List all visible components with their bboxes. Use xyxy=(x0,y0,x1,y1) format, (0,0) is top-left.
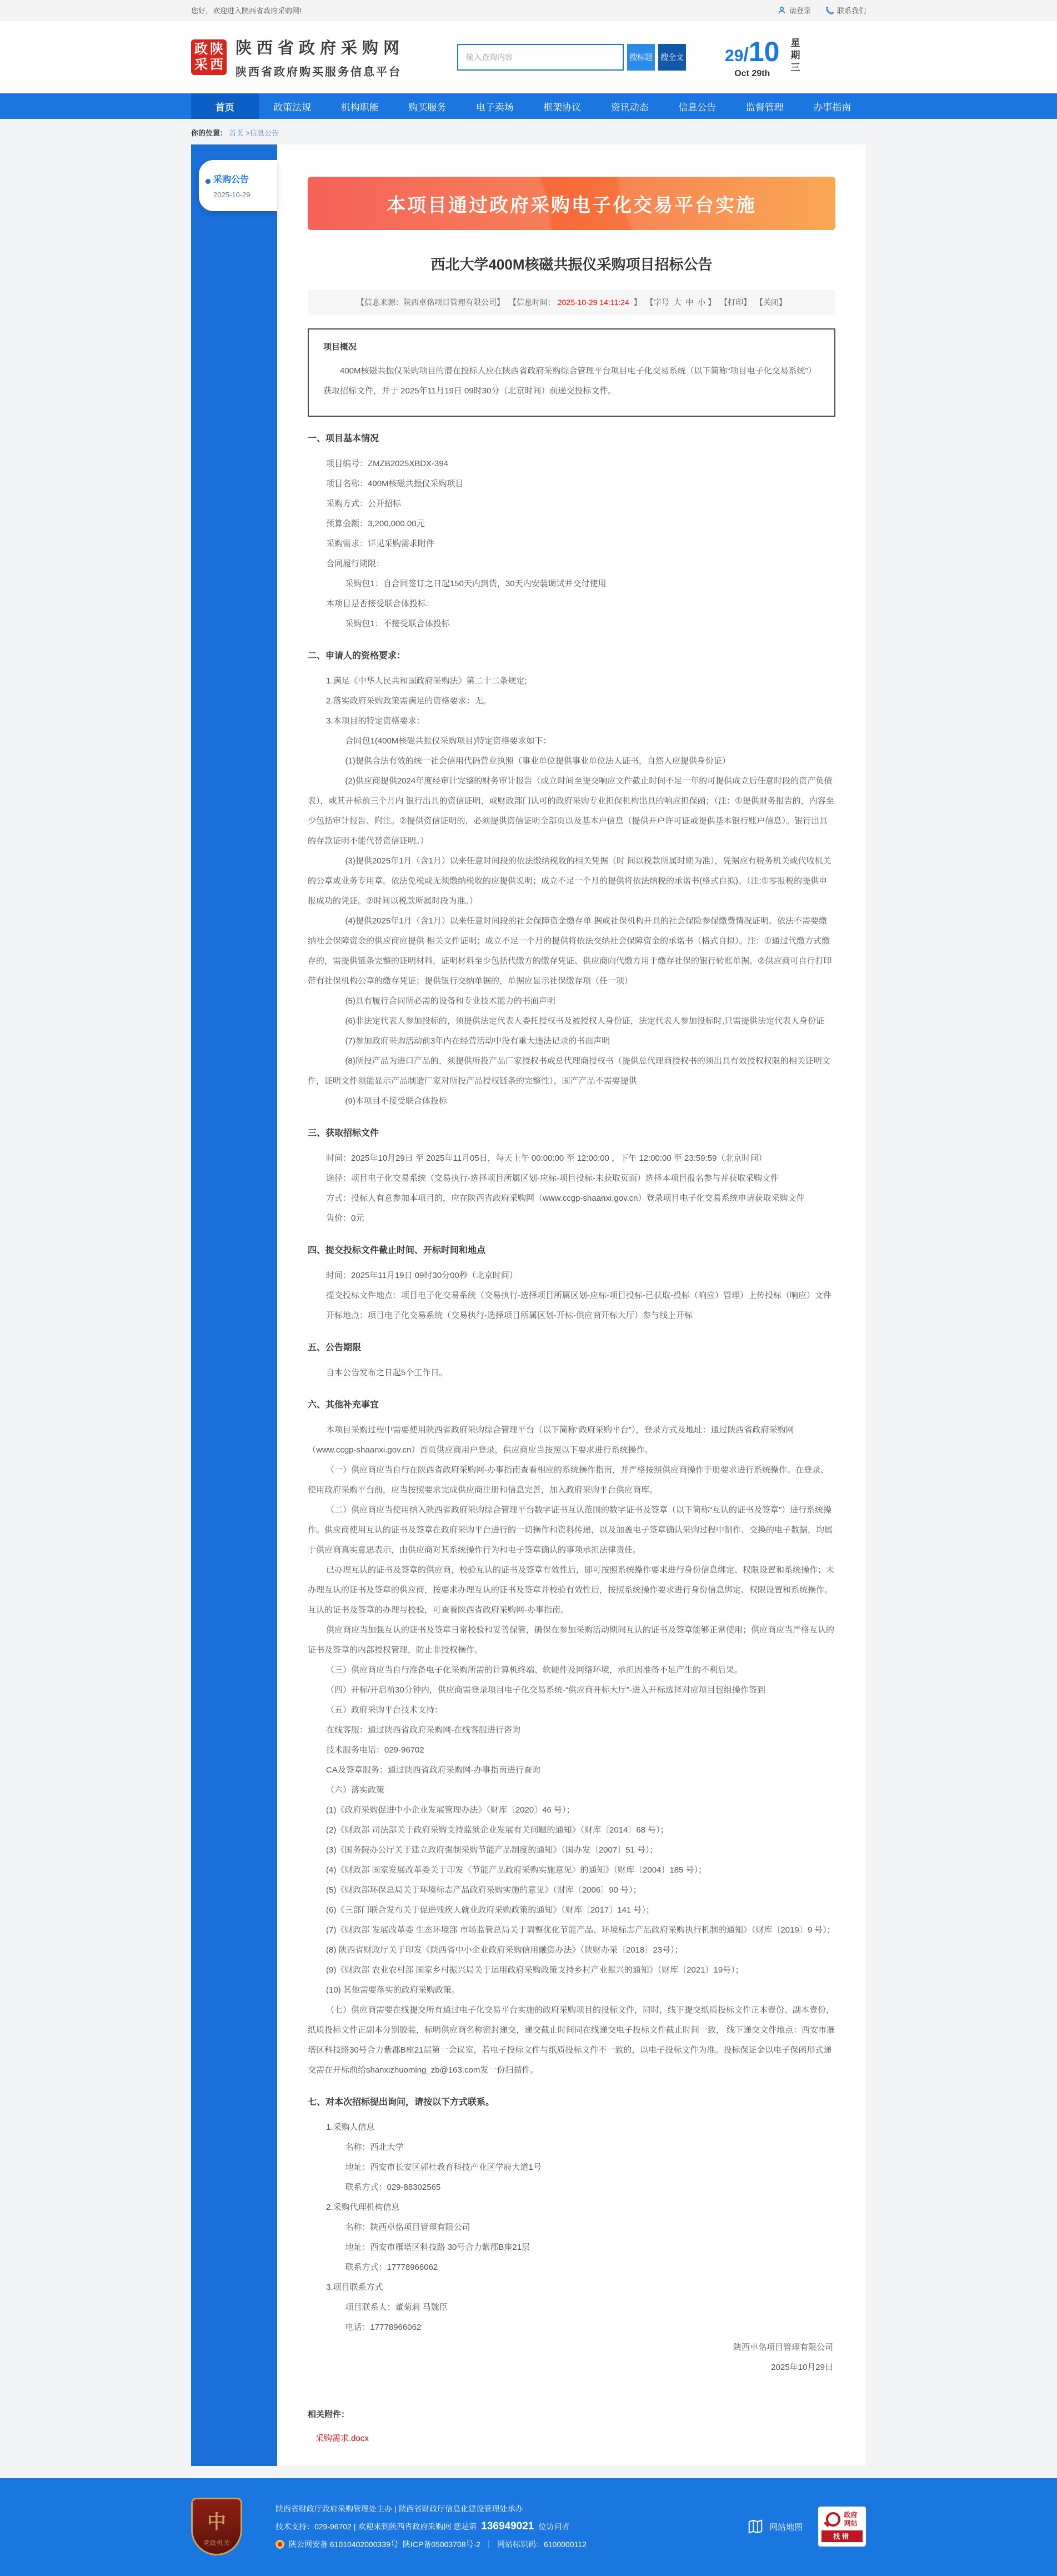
sitemap-link[interactable]: 网站地图 xyxy=(747,2518,803,2535)
paragraph: 名称：陕西卓佲项目管理有限公司 xyxy=(345,2223,470,2232)
date-english: Oct 29th xyxy=(734,69,770,78)
paragraph: （五）政府采购平台技术支持： xyxy=(326,1705,443,1715)
font-size-medium[interactable]: 中 xyxy=(685,298,694,307)
paragraph: 合同履行期限： xyxy=(326,559,385,568)
sidebar-tab-date: 2025-10-29 xyxy=(213,191,251,199)
paragraph: 采购方式：公开招标 xyxy=(326,499,402,508)
paragraph: 时间：2025年11月19日 09时30分00秒（北京时间） xyxy=(326,1271,518,1280)
paragraph: 技术服务电话：029-96702 xyxy=(326,1745,424,1755)
paragraph: 联系方式：17778966062 xyxy=(345,2263,438,2272)
breadcrumb: 你的位置： 首页 >信息公告 xyxy=(191,129,279,137)
paragraph: (6)《三部门联合发布关于促进残疾人就业政府采购政策的通知》（财库〔2017〕141 号）； xyxy=(326,1905,654,1915)
contact-us-link[interactable]: 联系我们 xyxy=(825,5,866,16)
paragraph: 采购包1：不接受联合体投标 xyxy=(345,619,450,628)
icp-number[interactable]: 陕ICP备05003708号-2 xyxy=(402,2540,480,2549)
paragraph: 途径：项目电子化交易系统（交易执行-选择项目所属区划-应标-项目投标-未获取页面）选择本项目报名参与并获取采购文件 xyxy=(326,1174,779,1183)
site-title: 陕西省政府采购网 xyxy=(236,39,405,57)
left-sidebar xyxy=(191,144,277,2466)
paragraph: 2.采购代理机构信息 xyxy=(326,2203,400,2212)
paragraph: (5)具有履行合同所必需的设备和专业技术能力的书面声明 xyxy=(345,996,555,1006)
info-time: 2025-10-29 14:11:24 xyxy=(557,298,629,307)
magnifier-icon xyxy=(826,2512,840,2527)
overview-text: 400M核磁共振仪采购项目的潜在投标人应在陕西省政府采购综合管理平台项目电子化交易系统（以下简称“项目电子化交易系统”）获取招标文件，并于 2025年11月19日 09时30分（北京时间）前递交投标文件。 xyxy=(323,366,816,396)
page-title: 西北大学400M核磁共振仪采购项目招标公告 xyxy=(430,256,713,273)
section-heading: 二、申请人的资格要求： xyxy=(308,651,406,661)
paragraph: CA及签章服务：通过陕西省政府采购网-办事指南进行查询 xyxy=(326,1765,540,1775)
nav-item-购买服务[interactable]: 购买服务 xyxy=(408,102,447,113)
document-body xyxy=(308,431,835,2378)
paragraph: 本项目采购过程中需要使用陕西省政府采购综合管理平台（以下简称“政府采购平台”），登录方式及地址：通过陕西省政府采购网（www.ccgp-shaanxi.gov.cn）首页供应商用户登录，供应商应当按照以下要求进行系统操作。 xyxy=(308,1425,794,1455)
nav-item-首页[interactable]: 首页 xyxy=(191,93,259,119)
nav-item-电子卖场[interactable]: 电子卖场 xyxy=(475,102,514,113)
overview-title: 项目概况 xyxy=(323,342,357,352)
paragraph: (7)《财政部 发展改革委 生态环境部 市场监管总局关于调整优化节能产品、环境标志产品政府采购执行机制的通知》（财库〔2019〕9 号）； xyxy=(326,1925,835,1935)
login-link[interactable]: 请登录 xyxy=(778,5,811,16)
paragraph: 项目联系人：董菊莉 马魏臣 xyxy=(345,2303,448,2312)
paragraph: (2)《财政部 司法部关于政府采购支持监狱企业发展有关问题的通知》（财库〔2014〕68 号）； xyxy=(326,1825,669,1835)
font-size-large[interactable]: 大 xyxy=(673,298,682,307)
footer-beian-line: 陕公网安备 61010402000339号 陕ICP备05003708号-2 ｜ 网站标识码：6100000112 xyxy=(275,2539,747,2550)
footer-organizer-line: 陕西省财政厅政府采购管理处主办 | 陕西省财政厅信息化建设管理处承办 xyxy=(275,2504,523,2513)
main-area xyxy=(191,144,866,2466)
attachment-link[interactable]: 采购需求.docx xyxy=(315,2434,369,2443)
section-heading: 六、其他补充事宜 xyxy=(308,1400,379,1410)
paragraph: (7)参加政府采购活动前3年内在经营活动中没有重大违法记录的书面声明 xyxy=(345,1036,610,1046)
paragraph: (8) 陕西省财政厅关于印发《陕西省中小企业政府采购信用融资办法》（陕财办采〔2018〕23号）； xyxy=(326,1945,683,1955)
paragraph: 开标地点：项目电子化交易系统（交易执行-选择项目所属区划-开标-供应商开标大厅）参与线上开标 xyxy=(326,1311,693,1320)
paragraph: 预算金额：3,200,000.00元 xyxy=(326,519,425,528)
site-code: 网站标识码：6100000112 xyxy=(497,2540,587,2549)
paragraph: (10) 其他需要落实的政府采购政策。 xyxy=(326,1985,460,1995)
paragraph: 电话：17778966062 xyxy=(345,2323,422,2332)
paragraph: (9)《财政部 农业农村部 国家乡村振兴局关于运用政府采购政策支持乡村产业振兴的通知》（财库〔2021〕19号）； xyxy=(326,1965,744,1975)
paragraph: （七）供应商需要在线提交所有通过电子化交易平台实施的政府采购项目的投标文件，同时，线下提交纸质投标文件正本壹份、副本壹份，纸质投标文件正副本分别胶装，标明供应商名称密封递交，递交截止时间同在线递交电子投标文件截止时间一致， 线下递交文件地点：西安市雁塔区科技路30号合力紫郡B座21层第一会议室，若电子投标文件与纸质投标文件不一致的，以电子投标文件为准。投标保证金以电子保函形式递交需在开标前给shanxizhuoming_zb@163.com发一份扫描件。 xyxy=(308,2005,835,2075)
paragraph: 自本公告发布之日起5个工作日。 xyxy=(326,1368,448,1377)
paragraph: 提交投标文件地点：项目电子化交易系统（交易执行-选择项目所属区划-应标-项目投标-已获取-投标（响应）管理）上传投标（响应）文件 xyxy=(326,1291,831,1300)
paragraph: 3.本项目的特定资格要求： xyxy=(326,716,425,726)
section-heading: 一、项目基本情况 xyxy=(308,434,379,443)
phone-icon xyxy=(825,6,834,14)
project-overview-box xyxy=(308,328,835,417)
paragraph: （三）供应商应当自行准备电子化采购所需的计算机终端、软硬件及网络环境，承担因准备不足产生的不利后果。 xyxy=(326,1665,743,1675)
print-button[interactable]: 【打印】 xyxy=(720,298,752,307)
attachments-label: 相关附件： xyxy=(308,2410,350,2419)
map-icon xyxy=(747,2518,764,2535)
search-bar xyxy=(457,44,686,71)
nav-item-资讯动态[interactable]: 资讯动态 xyxy=(610,102,649,113)
bullet-dot-icon xyxy=(206,179,211,184)
paragraph: 1.满足《中华人民共和国政府采购法》第二十二条规定; xyxy=(326,676,527,686)
paragraph: 地址：西安市长安区郭杜教育科技产业区学府大道1号 xyxy=(345,2163,542,2172)
government-emblem-icon: 中 党政机关 xyxy=(191,2498,242,2555)
paragraph: (8)所投产品为进口产品的，须提供所投产品厂家授权书或总代理商授权书（提供总代理商授权书的须出具有效授权权限的相关证明文件，证明文件须能显示产品制造厂家对所投产品授权链条的完整性），国产产品不需要提供 xyxy=(308,1056,830,1086)
section-heading: 三、获取招标文件 xyxy=(308,1129,379,1138)
info-time-label: 【信息时间： xyxy=(508,298,555,307)
search-title-button[interactable]: 搜标题 xyxy=(627,44,655,71)
paragraph: 时间：2025年10月29日 至 2025年11月05日，每天上午 00:00:00 至 12:00:00 ，下午 12:00:00 至 23:59:59（北京时间） xyxy=(326,1154,767,1163)
paragraph: 采购包1：自合同签订之日起150天内到货，30天内安装调试并交付使用 xyxy=(345,579,607,588)
police-beian-number[interactable]: 陕公网安备 61010402000339号 xyxy=(289,2540,398,2549)
paragraph: 3.项目联系方式 xyxy=(326,2283,383,2292)
attachments-section xyxy=(308,2408,835,2444)
paragraph: 1.采购人信息 xyxy=(326,2123,375,2132)
top-utility-bar xyxy=(0,0,1057,21)
paragraph: (1)《政府采购促进中小企业发展管理办法》（财库〔2020〕46 号）； xyxy=(326,1805,575,1815)
paragraph: (3)提供2025年1月（含1月）以来任意时间段的依法缴纳税收的相关凭据（时 间以税款所属时期为准），凭据应有税务机关或代收机关的公章或业务专用章。依法免税或无须缴纳税收的应提供说明；成立不足一个月的提供将依法纳税的承诺书(格式自拟)。（注:①零报税的提供申报成功的凭证。②时间以税款所属时段为准。） xyxy=(308,856,831,906)
paragraph: 供应商应当加强互认的证书及签章日常校验和妥善保管，确保在参加采购活动期间互认的证书及签章能够正常使用；供应商应当严格互认的证书及签章的内部授权管理，防止非授权操作。 xyxy=(308,1625,835,1655)
paragraph: （四）开标/开启前30分钟内，供应商需登录项目电子化交易系统-“供应商开标大厅”-进入开标选择对应项目包组操作签到 xyxy=(326,1685,765,1695)
paragraph: (4)《财政部 国家发展改革委关于印发〈节能产品政府采购实施意见〉的通知》（财库〔2004〕185 号）； xyxy=(326,1865,707,1875)
platform-banner: 本项目通过政府采购电子化交易平台实施 xyxy=(308,177,835,230)
section-heading: 五、公告期限 xyxy=(308,1343,362,1352)
paragraph: 方式：投标人有意参加本项目的，应在陕西省政府采购网（www.ccgp-shaanxi.gov.cn）登录项目电子化交易系统申请获取采购文件 xyxy=(326,1194,805,1203)
breadcrumb-path[interactable]: 首页 >信息公告 xyxy=(229,129,279,137)
section-heading: 四、提交投标文件截止时间、开标时间和地点 xyxy=(308,1246,486,1255)
section-heading: 七、对本次招标提出询问，请按以下方式联系。 xyxy=(308,2098,495,2107)
paragraph: （六）落实政策 xyxy=(326,1785,385,1795)
paragraph: (5)《财政部环保总局关于环境标志产品政府采购实施的意见》（财库〔2006〕90 号）； xyxy=(326,1885,642,1895)
main-navigation xyxy=(0,93,1057,119)
welcome-text: 您好，欢迎进入陕西省政府采购网! xyxy=(191,7,302,15)
paragraph: (2)供应商提供2024年度经审计完整的财务审计报告（成立时间至提交响应文件截止时间不足一年的可提供成立后任意时段的资产负债表），或其开标前三个月内 银行出具的资信证明，或财政部门认可的政府采购专业担保机构出具的响应担保函；（注：①提供财务报告的，内容至少包括审计报告、附注。②提供资信证明的，必须提供资信证明全部页以及基本户信息（提供开户许可证或提供基本银行账户信息）。银行出具的存款证明不能代替资信证明。） xyxy=(308,776,834,846)
paragraph: (6)非法定代表人参加投标的，须提供法定代表人委托授权书及被授权人身份证，法定代表人参加投标时,只需提供法定代表人身份证 xyxy=(345,1016,825,1026)
nav-item-框架协议[interactable]: 框架协议 xyxy=(543,102,582,113)
paragraph: （二）供应商应当使用纳入陕西省政府采购综合管理平台数字证书互认范围的数字证书及签章（以下简称“互认的证书及签章”）进行系统操作。供应商使用互认的证书及签章在政府采购平台进行的一切操作和资料传递，以及加盖电子签章确认采购过程中制作、交换的电子数据，均属于供应商真实意思表示，由供应商对其系统操作行为和电子签章确认的事项承担法律责任。 xyxy=(308,1505,833,1555)
sidebar-tab-procurement-notice[interactable]: 采购公告 2025-10-29 xyxy=(199,160,277,211)
paragraph: 项目名称：400M核磁共振仪采购项目 xyxy=(326,479,464,488)
paragraph: 已办理互认的证书及签章的供应商，校验互认的证书及签章有效性后，即可按照系统操作要求进行身份信息绑定、权限设置和系统操作；未办理互认的证书及签章的供应商，按要求办理互认的证书及签章并校验有效性后，按照系统操作要求进行身份信息绑定、权限设置和系统操作。互认的证书及签章的办理与校验，可查看陕西省政府采购网-办事指南。 xyxy=(308,1565,835,1615)
paragraph: 本项目是否接受联合体投标： xyxy=(326,599,435,608)
article-content xyxy=(277,144,866,2466)
site-subtitle: 陕西省政府购买服务信息平台 xyxy=(236,66,402,78)
user-icon xyxy=(778,6,786,14)
info-source: 【信息来源：陕西卓佲项目管理有限公司】 xyxy=(356,298,504,307)
date-widget: 29/10 Oct 29th 星期三 xyxy=(725,36,829,79)
paragraph: （一）供应商应当自行在陕西省政府采购网-办事指南查看相应的系统操作指南，并严格按照供应商操作手册要求进行系统操作。在登录、使用政府采购平台前，应当按照要求完成供应商注册和信息完善，加入政府采购平台供应商库。 xyxy=(308,1465,829,1495)
search-input[interactable] xyxy=(457,44,624,71)
close-button[interactable]: 【关闭】 xyxy=(755,298,787,307)
font-size-small[interactable]: 小 xyxy=(698,298,706,307)
police-badge-icon xyxy=(275,2540,284,2549)
site-logo[interactable]: 政 陕 采 西 xyxy=(191,39,227,75)
paragraph: 项目编号：ZMZB2025XBDX-394 xyxy=(326,459,449,468)
nav-item-监督管理[interactable]: 监督管理 xyxy=(745,102,784,113)
weekday-label: 星期三 xyxy=(789,38,800,74)
nav-item-机构职能[interactable]: 机构职能 xyxy=(340,102,379,113)
date-day: 29 xyxy=(725,47,744,65)
article-meta-bar: 【信息来源：陕西卓佲项目管理有限公司】 【信息时间： 2025-10-29 14:11:24 】 【字号 大 中 小 】 【打印】 【关闭】 xyxy=(308,289,835,315)
site-footer xyxy=(0,2478,1057,2576)
paragraph: (4)提供2025年1月（含1月）以来任意时间段的社会保障资金缴存单 据或社保机构开具的社会保险参保缴费情况证明。依法不需要缴纳社会保障资金的供应商应提供 相关文件证明；成立不足一个月的提供将依法交纳社会保障资金的承诺书（格式自拟）。注：①通过代缴方式缴存的，需提供链条完整的证明材料，证明材料至少包括代缴方的缴存凭证、供应商向代缴方用于缴存社保的银行转账单据。②供应商可自行打印带有社保机构公章的缴存凭证；提供银行交纳单据的，单据应显示社保缴存项（任一项） xyxy=(308,916,832,986)
gov-site-error-report-badge[interactable]: 政府网站 找错 xyxy=(818,2507,866,2547)
date-month: 10 xyxy=(748,36,780,67)
paragraph: (1)提供合法有效的统一社会信用代码营业执照（事业单位提供事业单位法人证书，自然人应提供身份证） xyxy=(345,756,730,766)
visitor-count: 136949021 xyxy=(481,2520,534,2532)
nav-item-办事指南[interactable]: 办事指南 xyxy=(813,102,851,113)
paragraph: (9)本项目不接受联合体投标 xyxy=(345,1096,447,1106)
paragraph: 2.落实政府采购政策需满足的资格要求：无。 xyxy=(326,696,492,706)
paragraph: 2025年10月29日 xyxy=(771,2363,833,2372)
paragraph: (3)《国务院办公厅关于建立政府强制采购节能产品制度的通知》（国办发〔2007〕51 号）； xyxy=(326,1845,658,1855)
search-fulltext-button[interactable]: 搜全文 xyxy=(658,44,686,71)
site-header xyxy=(0,21,1057,93)
footer-support-line: 技术支持：029-96702 | 欢迎来到陕西省政府采购网 您是第 136949021 位访问者 xyxy=(275,2520,570,2532)
paragraph: 联系方式：029-88302565 xyxy=(345,2183,441,2192)
paragraph: 地址：西安市雁塔区科技路 30号合力紫郡B座21层 xyxy=(345,2243,530,2252)
paragraph: 采购需求：详见采购需求附件 xyxy=(326,539,435,548)
paragraph: 在线客服：通过陕西省政府采购网-在线客服进行咨询 xyxy=(326,1725,520,1735)
nav-item-信息公告[interactable]: 信息公告 xyxy=(678,102,717,113)
paragraph: 合同包1(400M核磁共振仪采购项目)特定资格要求如下： xyxy=(345,736,552,746)
nav-item-政策法规[interactable]: 政策法规 xyxy=(273,102,312,113)
paragraph: 名称：西北大学 xyxy=(345,2143,404,2152)
paragraph: 售价：0元 xyxy=(326,1214,364,1223)
paragraph: 陕西卓佲项目管理有限公司 xyxy=(733,2343,833,2352)
